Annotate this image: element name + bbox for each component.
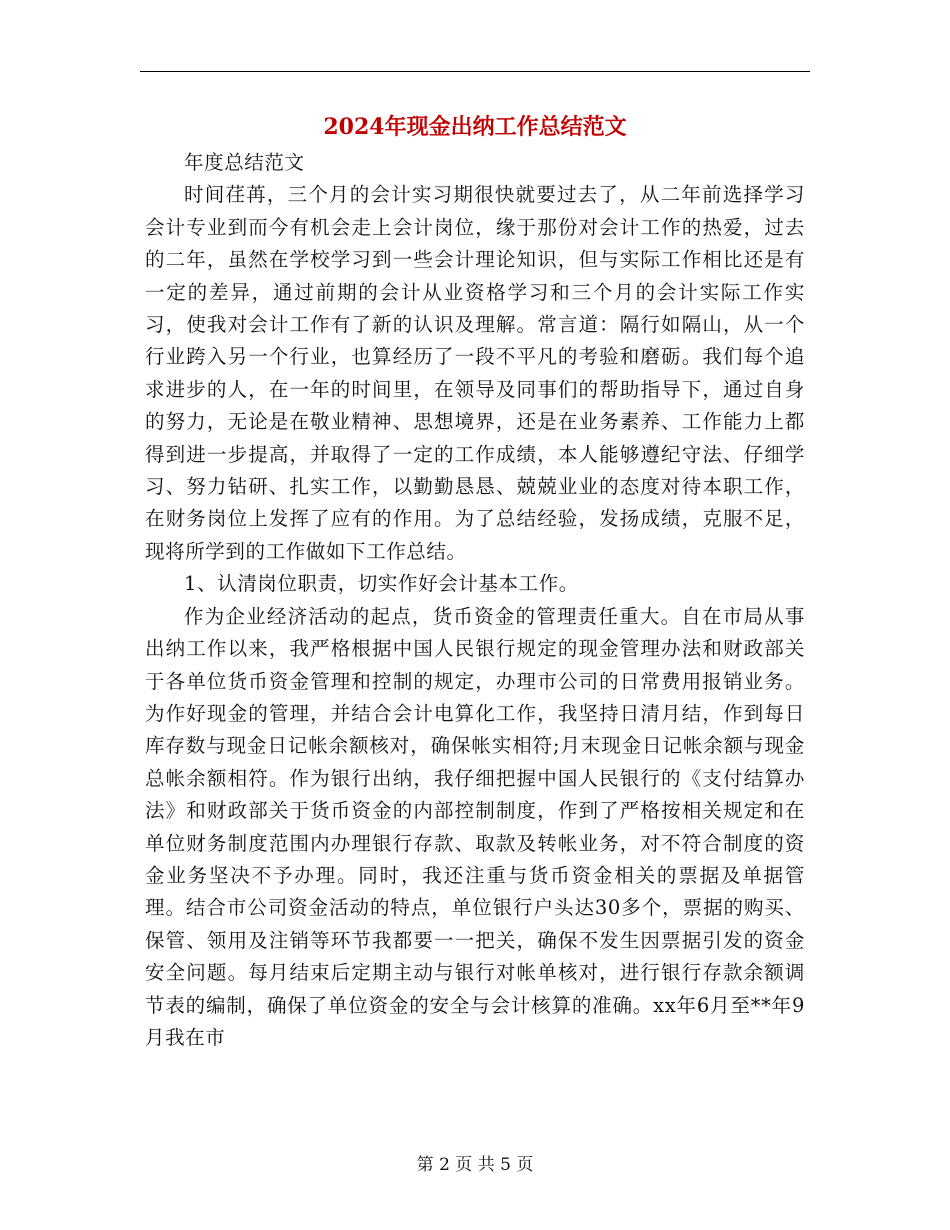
section-heading-1: 1、认清岗位职责，切实作好会计基本工作。 (184, 572, 579, 596)
paragraph-section-1: 作为企业经济活动的起点，货币资金的管理责任重大。自在市局从事出纳工作以来，我严格根据中国人民银行规定的现金管理办法和财政部关于各单位货币资金管理和控制的规定，办理市公司的日常费用报销业务。为作好现金的管理，并结合会计电算化工作，我坚持日清月结，作到每日库存数与现金日记帐余额核对，确保帐实相符;月末现金日记帐余额与现金总帐余额相符。作为银行出纳，我仔细把握中国人民银行的《支付结算办法》和财政部关于货币资金的内部控制制度，作到了严格按相关规定和在单位财务制度范围内办理银行存款、取款及转帐业务，对不符合制度的资金业务坚决不予办理。同时，我还注重与货币资金相关的票据及单据管理。结合市公司资金活动的特点，单位银行户头达30多个，票据的购买、保管、领用及注销等环节我都要一一把关，确保不发生因票据引发的资金安全问题。每月结束后定期主动与银行对帐单核对，进行银行存款余额调节表的编制，确保了单位资金的安全与会计核算的准确。xx年6月至**年9月我在市 (145, 604, 805, 1049)
header-rule (140, 71, 810, 72)
page-footer: 第 2 页 共 5 页 (416, 1155, 534, 1175)
paragraph-intro: 时间荏苒，三个月的会计实习期很快就要过去了，从二年前选择学习会计专业到而今有机会走上会计岗位，缘于那份对会计工作的热爱，过去的二年，虽然在学校学习到一些会计理论知识，但与实际工作相比还是有一定的差异，通过前期的会计从业资格学习和三个月的会计实际工作实习，使我对会计工作有了新的认识及理解。常言道：隔行如隔山，从一个行业跨入另一个行业，也算经历了一段不平凡的考验和磨砺。我们每个追求进步的人，在一年的时间里，在领导及同事们的帮助指导下，通过自身的努力，无论是在敬业精神、思想境界，还是在业务素养、工作能力上都得到进一步提高，并取得了一定的工作成绩，本人能够遵纪守法、仔细学习、努力钻研、扎实工作，以勤勤恳恳、兢兢业业的态度对待本职工作，在财务岗位上发挥了应有的作用。为了总结经验，发扬成绩，克服不足，现将所学到的工作做如下工作总结。 (145, 183, 805, 563)
document-title: 2024年现金出纳工作总结范文 (323, 114, 627, 140)
document-body (145, 147, 805, 1054)
paragraph-subtitle: 年度总结范文 (184, 151, 305, 174)
